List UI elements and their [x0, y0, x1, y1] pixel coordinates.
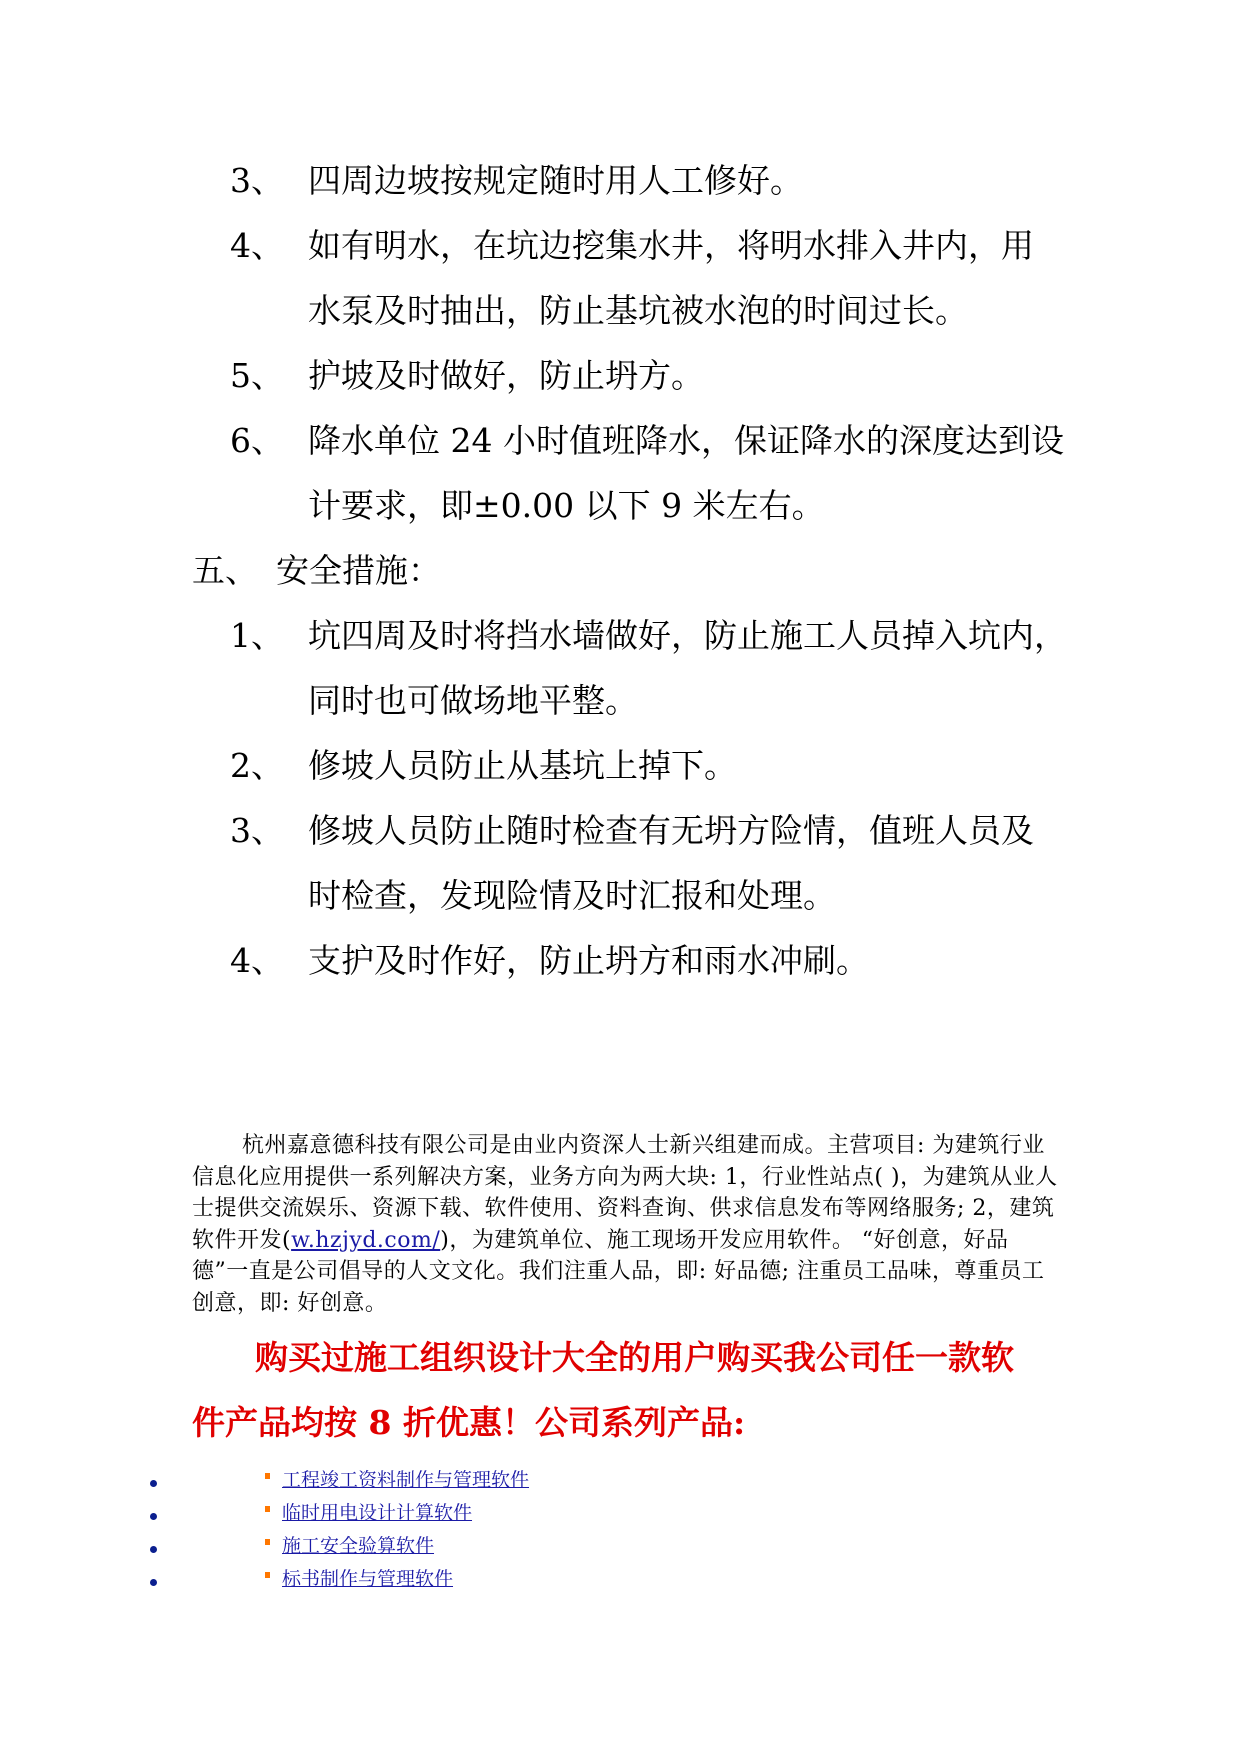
list-item: [0, 1466, 700, 1499]
marker-icon: [265, 1506, 270, 1512]
item-number: 4、: [230, 226, 284, 265]
item-number: 4、: [230, 941, 284, 980]
bullet-icon: [150, 1579, 157, 1586]
marker-icon: [265, 1572, 270, 1578]
item-text: 坑四周及时将挡水墙做好，防止施工人员掉入坑内，: [308, 616, 1067, 655]
item-text: 计要求，即±0.00 以下 9 米左右。: [308, 486, 825, 525]
item-text: 同时也可做场地平整。: [308, 681, 638, 720]
section-title: 安全措施：: [276, 551, 441, 590]
product-link[interactable]: 临时用电设计计算软件: [282, 1502, 473, 1524]
item-text: 修坡人员防止从基坑上掉下。: [308, 746, 737, 785]
product-link[interactable]: 工程竣工资料制作与管理软件: [282, 1469, 530, 1491]
product-link[interactable]: 标书制作与管理软件: [282, 1568, 454, 1590]
item-number: 2、: [230, 746, 284, 785]
item-text: 支护及时作好，防止坍方和雨水冲刷。: [308, 941, 869, 980]
item-text: 时检查，发现险情及时汇报和处理。: [308, 876, 836, 915]
list-item: [0, 1532, 700, 1565]
item-number: 3、: [230, 161, 284, 200]
promo-line: 购买过施工组织设计大全的用户购买我公司任一款软: [255, 1338, 1014, 1377]
section-number: 五、: [192, 551, 258, 590]
item-number: 5、: [230, 356, 284, 395]
bullet-icon: [150, 1513, 157, 1520]
item-text: 四周边坡按规定随时用人工修好。: [308, 161, 803, 200]
company-text-continued: )，为建筑单位、施工现场开发应用软件。 “好创意，好品德”一直是公司倡导的人文文化。我们注重人品，即: 好品德; 注重员工品味，尊重员工创意，即: 好创意。: [192, 1227, 1045, 1316]
list-item: [0, 1499, 700, 1532]
company-link[interactable]: w.hzjyd.com/: [291, 1227, 441, 1253]
list-item: [0, 1565, 700, 1598]
item-number: 3、: [230, 811, 284, 850]
marker-icon: [265, 1473, 270, 1479]
item-number: 1、: [230, 616, 284, 655]
item-text: 修坡人员防止随时检查有无坍方险情，值班人员及: [308, 811, 1034, 850]
company-text: 杭州嘉意德科技有限公司是由业内资深人士新兴组建而成。主营项目: 为建筑行业信息化应用提供一系列解决方案，业务方向为两大块: 1，行业性站点( )，为建筑从业人士提供交流娱乐、资源下载、软件使用、资料查询、供求信息发布等网络服务; 2，建筑软件开发(: [192, 1133, 1058, 1253]
company-paragraph: [192, 1130, 1060, 1319]
item-text: 如有明水，在坑边挖集水井，将明水排入井内，用: [308, 226, 1034, 265]
item-number: 6、: [230, 421, 284, 460]
product-link[interactable]: 施工安全验算软件: [282, 1535, 435, 1557]
item-text: 水泵及时抽出，防止基坑被水泡的时间过长。: [308, 291, 968, 330]
bullet-icon: [150, 1546, 157, 1553]
item-text: 降水单位 24 小时值班降水，保证降水的深度达到设: [308, 421, 1064, 460]
promo-line: 件产品均按 8 折优惠！公司系列产品:: [192, 1403, 746, 1442]
item-text: 护坡及时做好，防止坍方。: [308, 356, 704, 395]
bullet-icon: [150, 1480, 157, 1487]
marker-icon: [265, 1539, 270, 1545]
